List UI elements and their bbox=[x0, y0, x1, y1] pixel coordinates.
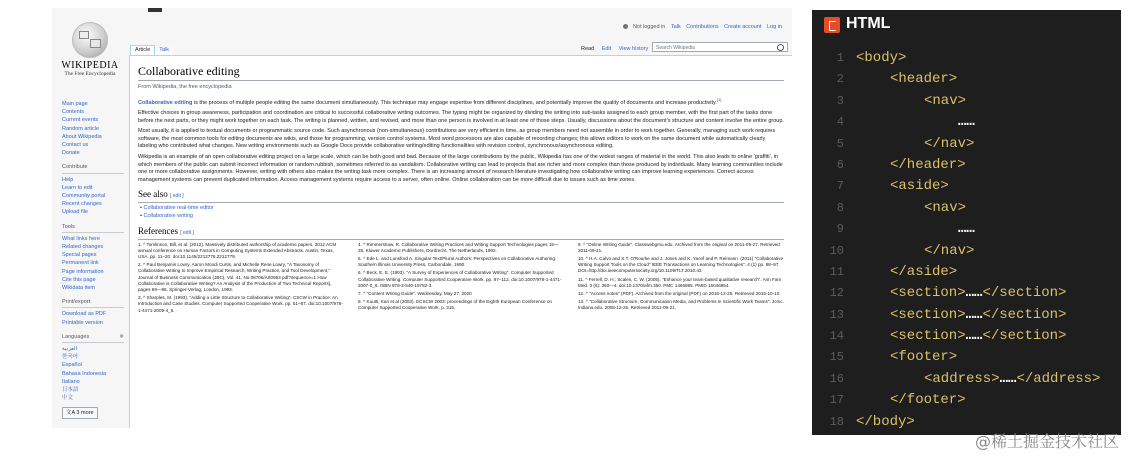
article-content bbox=[129, 55, 792, 428]
code-text: </aside> bbox=[890, 263, 958, 280]
sidebar-language-link[interactable]: Bahasa Indonesia bbox=[62, 370, 107, 377]
code-line bbox=[812, 198, 1121, 219]
code-line bbox=[812, 241, 1121, 262]
line-number: 12 bbox=[829, 286, 844, 301]
reference-item: 3. ^ Sharples, M. (1993). "Adding a Little Structure to Collaborative Writing". CSCW in Practice: An Introduction and Case Studies. Computer Supported Cooperative Work. pp. 51–67. doi:10.1007/978-1-4471-2009-4_5. bbox=[138, 295, 343, 313]
code-line bbox=[812, 390, 1121, 411]
wikipedia-logo[interactable] bbox=[60, 22, 120, 77]
sidebar-contribute-link[interactable]: Community portal bbox=[62, 193, 106, 200]
reference-item: 6. ^ Beck, E. E. (1993). "A Survey of Experiences of Collaborative Writing". Computer Supported Collaborative Writing. Computer Supported Cooperative Work. pp. 87–112. doi:10.1007/978-1-4471-2007-0_6. ISBN 978-3-540-19782-3. bbox=[358, 270, 562, 288]
sidebar-language-link[interactable]: 日本語 bbox=[62, 387, 79, 394]
code-lines bbox=[812, 48, 1121, 433]
more-languages-button[interactable]: 文A 3 more bbox=[62, 407, 98, 419]
line-number: 5 bbox=[836, 136, 844, 151]
sidebar-language-link[interactable]: 中文 bbox=[62, 395, 74, 402]
paragraph-1-text: is the process of multiple people editing the same document simultaneously. This technique may engage expertise from different disciplines, and potentially improve the quality of documents and increase productivity. bbox=[192, 99, 717, 106]
view-tabs bbox=[578, 45, 651, 53]
sidebar-language-link[interactable]: Español bbox=[62, 362, 82, 369]
see-also-edit[interactable]: [ edit ] bbox=[170, 193, 184, 200]
sidebar-tools-link[interactable]: Cite this page bbox=[62, 276, 96, 283]
sidebar-tools-link[interactable]: What links here bbox=[62, 235, 100, 242]
line-number: 2 bbox=[836, 72, 844, 87]
line-number: 8 bbox=[836, 200, 844, 215]
gear-icon[interactable]: ✲ bbox=[119, 333, 124, 340]
reference-item: 5. ^ Ede L. and Lunsford A. Singular Text/Plural Authors: Perspectives on Collaborative Authoring. Southern Illinois University Press, Carbondale, 1990. bbox=[358, 255, 557, 268]
search-icon[interactable] bbox=[777, 44, 784, 51]
sidebar-nav-link[interactable]: Contents bbox=[62, 109, 85, 116]
sidebar-print-link[interactable]: Download as PDF bbox=[62, 311, 107, 318]
sidebar-tools-link[interactable]: Wikidata item bbox=[62, 285, 96, 292]
code-line bbox=[812, 48, 1121, 69]
sidebar-tools-link[interactable]: Related changes bbox=[62, 244, 104, 251]
languages-heading-label: Languages bbox=[62, 333, 90, 340]
sidebar-nav-link[interactable]: Contact us bbox=[62, 142, 89, 149]
line-number: 4 bbox=[836, 115, 844, 130]
sidebar-nav bbox=[62, 100, 124, 157]
code-line bbox=[812, 134, 1121, 155]
code-text: </footer> bbox=[890, 392, 966, 409]
sidebar-nav-link[interactable]: Donate bbox=[62, 150, 80, 157]
sidebar-contribute-link[interactable]: Recent changes bbox=[62, 201, 102, 208]
create-account-link[interactable]: Create account bbox=[724, 24, 762, 30]
html-code-panel bbox=[812, 10, 1121, 435]
paragraph-2: Effective choices in group awareness, participation and coordination are critical to successful collaborative writing outcomes. The typing might be organized by dividing the writing into sub-tasks assigned to each group member, with the first part of the tasks done before the next parts, or they might work together on each task. The writing is planned, written, and revised, and more than one person is involved in at least one of those steps. Usually, discussions about the document's structure and content involve the entire group. bbox=[138, 110, 784, 124]
sidebar-contribute bbox=[62, 176, 124, 217]
sidebar-print-link[interactable]: Printable version bbox=[62, 319, 103, 326]
sidebar-tools-link[interactable]: Special pages bbox=[62, 252, 97, 259]
code-text: </nav> bbox=[924, 242, 975, 259]
code-line bbox=[812, 91, 1121, 112]
code-title: HTML bbox=[846, 15, 891, 32]
line-number: 10 bbox=[829, 243, 844, 258]
tagline: From Wikipedia, the free encyclopedia bbox=[138, 84, 232, 90]
reference-item: 13. ^ "Collaborative Structure, Communication Media, and Problems in Scientific Work Teams". Jcmc. Indiana.edu. 2008-12-25. Retrieved 2011-09-21. bbox=[578, 299, 784, 311]
code-text: <footer> bbox=[890, 349, 958, 366]
reference-item: 12. ^ "Access notes" (PDF). Archived from the original (PDF) on 2016-12-25. Retrieved 2016-10-10. bbox=[578, 290, 781, 296]
code-text: …… bbox=[958, 114, 975, 131]
reference-item: 1. ^ Tomlinson, Bill, et al. (2012). Massively distributed authorship of academic papers. 2012 ACM annual conference on Human Factors in Computing Systems Extended Abstracts. Austin, Texas, USA. pp. 11–20. doi:10.1145/2212776.2212779. bbox=[138, 241, 337, 259]
more-languages-label: 3 more bbox=[76, 409, 94, 416]
code-text: <address>……</address> bbox=[924, 370, 1101, 387]
paragraph-1-bold[interactable]: Collaborative editing bbox=[138, 99, 193, 106]
references-column-2 bbox=[358, 242, 564, 316]
code-text: <section>……</section> bbox=[890, 328, 1067, 345]
sidebar-language-link[interactable]: العربية bbox=[62, 346, 78, 353]
sidebar-contribute-link[interactable]: Upload file bbox=[62, 209, 88, 216]
see-also-edit-link[interactable]: edit bbox=[172, 193, 181, 200]
search-input[interactable] bbox=[652, 42, 788, 52]
globe-icon bbox=[72, 22, 108, 58]
user-icon bbox=[623, 24, 628, 29]
paragraph-4: Wikipedia is an example of an open collaborative editing project on a large scale, which can be both good and bad. Because of the large contributions by the public, Wikipedia has one of the widest ranges of material in the world. This also leads to online 'graffiti', in which members of the public can submit incorrect information or random rubbish, sometimes referred to as vandalism. Collaborative writing can lead to projects that are richer and more complex than those produced by individuals. Many learning communities include one or more collaborative assignments. However, writing with others also makes the writing task more complex. There is an increasing amount of research literature investigating how collaborative writing can improve learning experiences. Correct access management systems can prevent duplicated information. Access management systems require access to a server, often online. Online collaboration can be more difficult due to issues such as time zones. bbox=[138, 153, 783, 183]
references-title: References bbox=[138, 225, 178, 236]
contributions-link[interactable]: Contributions bbox=[686, 24, 719, 30]
code-header bbox=[812, 10, 1121, 40]
code-line bbox=[812, 305, 1121, 326]
sidebar-contribute-link[interactable]: Help bbox=[62, 176, 74, 183]
sidebar-tools bbox=[62, 235, 124, 292]
code-line bbox=[812, 219, 1121, 240]
tab-view-history[interactable]: View history bbox=[618, 46, 649, 52]
code-line bbox=[812, 283, 1121, 304]
references-heading bbox=[138, 226, 784, 240]
paragraph-3: Most usually, it is applied to textual documents or programmatic source code. Such asynchronous (non-simultaneous) contributions are very efficient in time, as group members need not assemble in order to work together. Generally, managing such work requires software, the most common tools for editing documents are wikis, and those for programming, version control systems. Most word processors are also capable of recording changes; this allows editors to work on the same document while automatically clearly labeling who contributed what changes. New writing environments such as Google Docs provide collaborative writing/editing functionalities with revision control, synchronous/asynchronous editing. bbox=[138, 128, 776, 150]
print-heading: Print/export bbox=[62, 298, 124, 308]
code-line bbox=[812, 69, 1121, 90]
references-column-3 bbox=[578, 242, 784, 316]
code-text: <header> bbox=[890, 71, 958, 88]
tab-read[interactable]: Read bbox=[581, 46, 595, 52]
code-text: <body> bbox=[856, 50, 907, 66]
code-text: </nav> bbox=[924, 135, 975, 152]
reference-item: 9. ^ "Online Writing Guide". Classwebgmu.edu. Archived from the original on 2011-09-27. Retrieved 2011-09-21. bbox=[578, 241, 780, 253]
reference-item: 7. ^ "Content Writing Guide". Wednesday, May 27, 2020 bbox=[358, 290, 472, 296]
sidebar-language-link[interactable]: Italiano bbox=[62, 378, 80, 385]
code-line bbox=[812, 112, 1121, 133]
tab-talk[interactable]: Talk bbox=[155, 46, 173, 55]
top-bar-mark bbox=[148, 8, 162, 12]
references-list bbox=[138, 242, 784, 316]
line-number: 14 bbox=[829, 329, 844, 344]
code-text: <aside> bbox=[890, 178, 949, 195]
line-number: 17 bbox=[829, 393, 844, 408]
line-number: 15 bbox=[829, 350, 844, 365]
references-edit[interactable]: [ edit ] bbox=[180, 229, 194, 236]
see-also-item[interactable]: • Collaborative writing bbox=[140, 212, 193, 219]
wikipedia-screenshot bbox=[52, 8, 792, 428]
code-text: …… bbox=[958, 221, 975, 238]
contribute-heading: Contribute bbox=[62, 163, 124, 173]
personal-tools bbox=[615, 24, 782, 30]
reference-item: 10. ^ H.A. Calvo and S.T. O'Rourke and J. Jones and K. Yacef and P. Reimann. (2011) "Collaborative Writing Support Tools on the Cloud" IEEE Transactions on Learning Technologies". 4 (1) pp. 88–97. DOI=http://doi.ieeecomputersociety.org/10.1109/TLT.2010.43 bbox=[578, 255, 784, 274]
sidebar-print bbox=[62, 310, 124, 326]
code-line bbox=[812, 347, 1121, 368]
code-text: <nav> bbox=[924, 92, 967, 109]
not-logged-in bbox=[619, 24, 665, 30]
sidebar-contribute-link[interactable]: Learn to edit bbox=[62, 184, 93, 191]
sidebar-nav-link[interactable]: Main page bbox=[62, 101, 88, 107]
sidebar bbox=[62, 100, 124, 419]
sidebar-tools-link[interactable]: Permanent link bbox=[62, 260, 99, 267]
code-line bbox=[812, 369, 1121, 390]
search-placeholder: Search Wikipedia bbox=[656, 45, 695, 51]
watermark: @稀土掘金技术社区 bbox=[974, 432, 1119, 451]
line-number: 16 bbox=[829, 371, 844, 386]
logo-tagline: The Free Encyclopedia bbox=[64, 71, 116, 77]
code-text: </header> bbox=[890, 156, 966, 173]
sidebar-nav-link[interactable]: Current events bbox=[62, 117, 99, 124]
code-line bbox=[812, 326, 1121, 347]
sidebar-languages bbox=[62, 345, 124, 402]
reference-item: 2. ^ Paul Benjamin Lowry, Aaron Moodi Curtis, and Michelle Rene Lowry, "A Taxonomy of Collaborative Writing to Improve Empirical Research, Writing Practice, and Tool Development," Journal of Business Communication (JBC), Vol. 41, No.08706/Art0963.pdf?sequence=1 How Collaborative is Collaborative Writing? An Analysis of the Production of Two Technical Reports], pages 69—96. Springer-Verlag, London, 1993. bbox=[138, 262, 332, 292]
code-line bbox=[812, 176, 1121, 197]
logo-word: WIKIPEDIA bbox=[61, 60, 119, 71]
line-number: 6 bbox=[836, 157, 844, 172]
line-number: 7 bbox=[836, 179, 844, 194]
code-text: </body> bbox=[856, 413, 915, 430]
line-number: 1 bbox=[836, 51, 844, 65]
see-also-link[interactable]: Collaborative writing bbox=[143, 212, 193, 219]
html5-icon bbox=[824, 17, 840, 33]
see-also-heading bbox=[138, 189, 784, 203]
line-number: 13 bbox=[829, 307, 844, 322]
references-column-1 bbox=[138, 242, 344, 316]
see-also-link[interactable]: Collaborative real-time editor bbox=[143, 205, 214, 212]
reference-item: 4. ^ Rimmershaw, R. Collaborative Writing Practices and Writing Support Technologies pages 15—28. Kluwer Academic Publishers, Dordrecht, The Netherlands, 1992. bbox=[358, 241, 559, 253]
see-also-list bbox=[138, 205, 784, 220]
page-title: Collaborative editing bbox=[138, 64, 784, 81]
line-number: 9 bbox=[836, 222, 844, 237]
code-text: <nav> bbox=[924, 199, 967, 216]
line-number: 11 bbox=[829, 264, 844, 279]
line-number: 18 bbox=[829, 414, 844, 429]
sidebar-tools-link[interactable]: Page information bbox=[62, 268, 104, 275]
sidebar-language-link[interactable]: 한국어 bbox=[62, 354, 78, 361]
references-edit-link[interactable]: edit bbox=[183, 229, 192, 236]
namespace-tabs bbox=[130, 45, 173, 55]
ref-marker[interactable]: [1] bbox=[716, 96, 722, 102]
tab-article[interactable]: Article bbox=[130, 45, 155, 55]
code-line bbox=[812, 155, 1121, 176]
see-also-title: See also bbox=[138, 189, 168, 200]
reference-item: 11. ^ Ferrell, D. H.; Scales, C. W. (2005). "Enhance your team-based qualitative research". Ann Fam Med. 3 (6): 360—4. doi:10.1370/afm.350. PMC 1466895. PMID 16046954. bbox=[578, 276, 782, 288]
languages-heading bbox=[62, 333, 124, 343]
talk-link[interactable]: Talk bbox=[670, 24, 681, 30]
not-logged-in-label: Not logged in bbox=[632, 24, 666, 30]
reference-item: 8. ^ Kuutti, Kari et al (2003). ECSCW 2003: proceedings of the Eighth European Conference on Computer Supported Cooperative Work. p. 315. bbox=[358, 299, 552, 311]
login-link[interactable]: Log in bbox=[767, 24, 782, 30]
see-also-item[interactable]: • Collaborative real-time editor bbox=[140, 205, 214, 212]
code-text: <section>……</section> bbox=[890, 306, 1067, 323]
code-text: <section>……</section> bbox=[890, 285, 1067, 302]
sidebar-nav-link[interactable]: Random article bbox=[62, 125, 99, 132]
tab-edit[interactable]: Edit bbox=[601, 46, 612, 52]
code-line bbox=[812, 262, 1121, 283]
sidebar-nav-link[interactable]: About Wikipedia bbox=[62, 133, 102, 140]
line-number: 3 bbox=[836, 93, 844, 108]
paragraph-1 bbox=[138, 96, 784, 107]
tools-heading: Tools bbox=[62, 223, 124, 233]
